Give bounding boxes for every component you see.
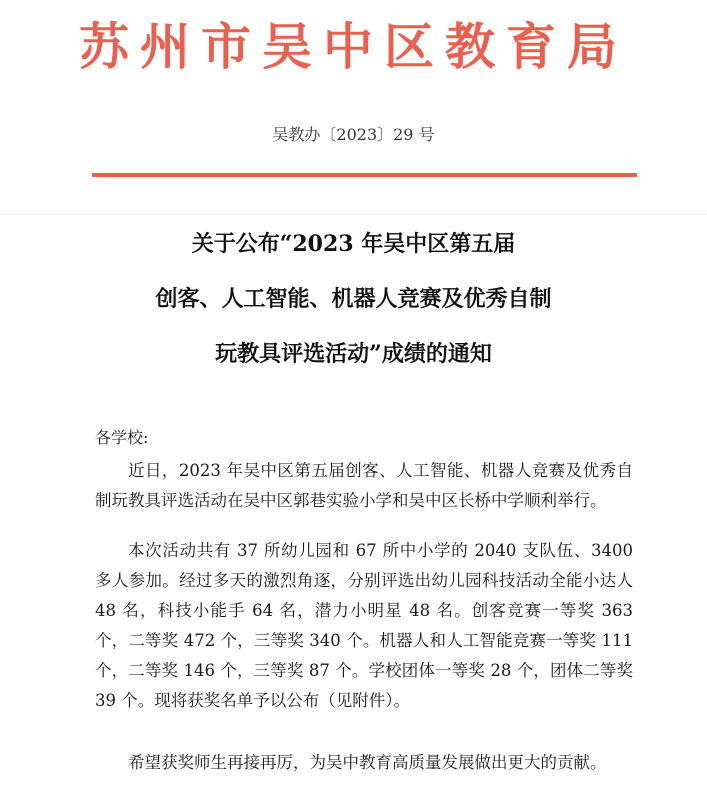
notice-title-line-2: 创客、人工智能、机器人竞赛及优秀自制 (155, 286, 552, 312)
page-divider (0, 214, 707, 215)
agency-header: 苏州市吴中区教育局 (79, 17, 628, 76)
salutation: 各学校: (95, 428, 149, 447)
notice-title-line-3: 玩教具评选活动”成绩的通知 (215, 341, 492, 367)
notice-title-line-1: 关于公布“2023 年吴中区第五届 (191, 231, 516, 257)
body-paragraph-2: 本次活动共有 37 所幼儿园和 67 所中小学的 2040 支队伍、3400 多人参加。经过多天的激烈角逐，分别评选出幼儿园科技活动全能小达人 48 名，科技小能手 64 名，潜力小明星 48 名。创客竞赛一等奖 363 个，二等奖 472 个，三等奖 340 个。机器人和人工智能竞赛一等奖 111 个，二等奖 146 个，三等奖 87 个。学校团体一等奖 28 个，团体二等奖 39 个。现将获奖名单予以公布（见附件）。 (95, 541, 633, 710)
red-header-rule (92, 173, 637, 177)
body-paragraph-1: 近日，2023 年吴中区第五届创客、人工智能、机器人竞赛及优秀自制玩教具评选活动在吴中区郭巷实验小学和吴中区长桥中学顺利举行。 (95, 461, 633, 510)
document-number: 吴教办〔2023〕29 号 (272, 125, 435, 144)
body-paragraph-3: 希望获奖师生再接再厉，为吴中教育高质量发展做出更大的贡献。 (128, 753, 607, 772)
